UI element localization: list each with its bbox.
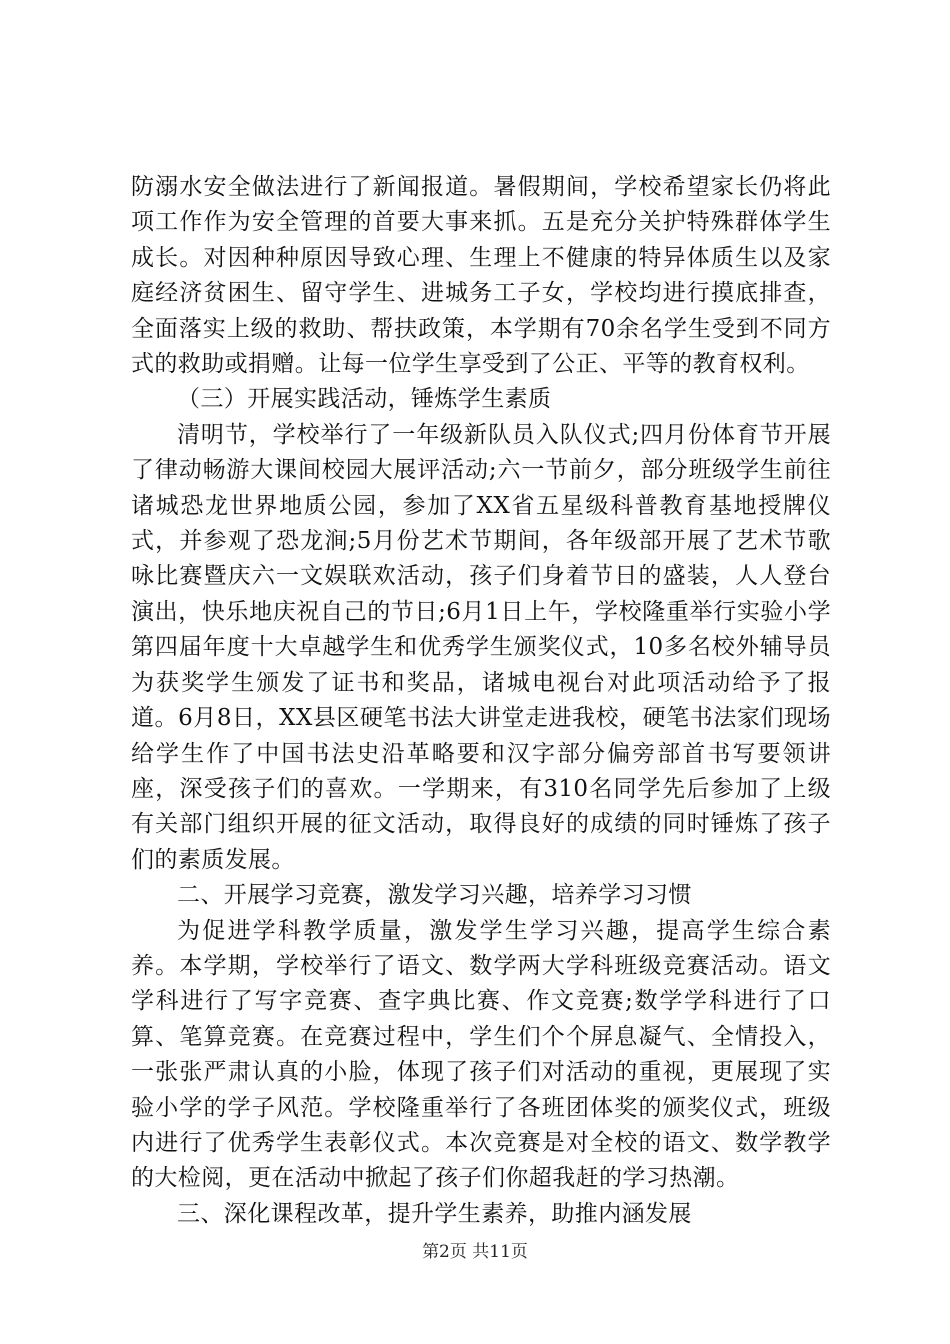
paragraph-safety-care: 防溺水安全做法进行了新闻报道。暑假期间，学校希望家长仍将此项工作作为安全管理的首要大事来抓。五是充分关护特殊群体学生成长。对因种种原因导致心理、生理上不健康的特异体质生以及家庭经济贫困生、留守学生、进城务工子女，学校均进行摸底排查，全面落实上级的救助、帮扶政策，本学期有70余名学生受到不同方式的救助或捐赠。让每一位学生享受到了公正、平等的教育权利。 bbox=[131, 174, 831, 378]
page-number-footer: 第2页 共11页 bbox=[422, 1242, 528, 1262]
section-heading-practice-activities: （三）开展实践活动，锤炼学生素质 bbox=[177, 386, 552, 413]
section-heading-learning-competitions: 二、开展学习竞赛，激发学习兴趣，培养学习习惯 bbox=[177, 882, 692, 909]
section-heading-curriculum-reform: 三、深化课程改革，提升学生素养，助推内涵发展 bbox=[177, 1200, 692, 1227]
paragraph-learning-competitions: 为促进学科教学质量，激发学生学习兴趣，提高学生综合素养。本学期，学校举行了语文、数学两大学科班级竞赛活动。语文学科进行了写字竞赛、查字典比赛、作文竞赛;数学学科进行了口算、笔算竞赛。在竞赛过程中，学生们个个屏息凝气、全情投入，一张张严肃认真的小脸，体现了孩子们对活动的重视，更展现了实验小学的学子风范。学校隆重举行了各班团体奖的颁奖仪式，班级内进行了优秀学生表彰仪式。本次竞赛是对全校的语文、数学教学的大检阅，更在活动中掀起了孩子们你超我赶的学习热潮。 bbox=[131, 917, 831, 1192]
document-body bbox=[131, 170, 831, 1232]
paragraph-practice-activities: 清明节，学校举行了一年级新队员入队仪式;四月份体育节开展了律动畅游大课间校园大展评活动;六一节前夕，部分班级学生前往诸城恐龙世界地质公园，参加了XX省五星级科普教育基地授牌仪式，并参观了恐龙涧;5月份艺术节期间，各年级部开展了艺术节歌咏比赛暨庆六一文娱联欢活动，孩子们身着节日的盛装，人人登台演出，快乐地庆祝自己的节日;6月1日上午，学校隆重举行实验小学第四届年度十大卓越学生和优秀学生颁奖仪式，10多名校外辅导员为获奖学生颁发了证书和奖品，诸城电视台对此项活动给予了报道。6月8日，XX县区硬笔书法大讲堂走进我校，硬笔书法家们现场给学生作了中国书法史沿革略要和汉字部分偏旁部首书写要领讲座，深受孩子们的喜欢。一学期来，有310名同学先后参加了上级有关部门组织开展的征文活动，取得良好的成绩的同时锤炼了孩子们的素质发展。 bbox=[131, 421, 831, 873]
